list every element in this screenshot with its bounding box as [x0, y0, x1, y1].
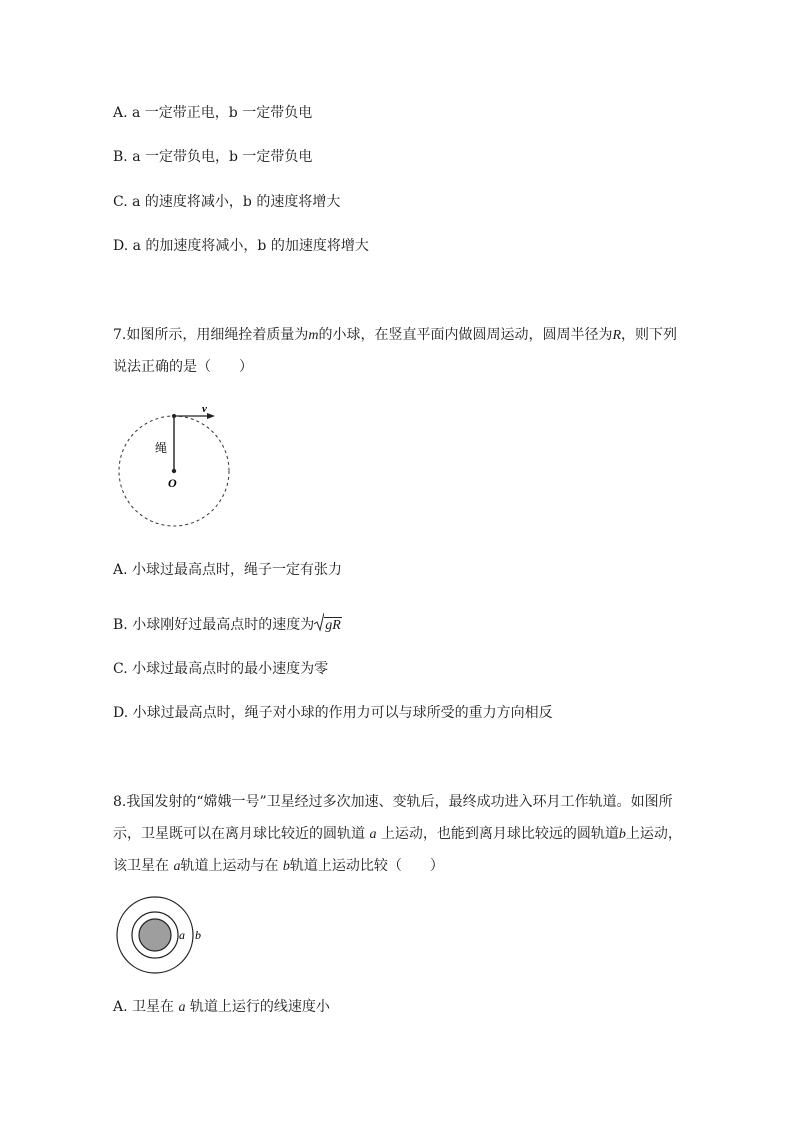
velocity-label: v — [202, 403, 207, 415]
rope-label: 绳 — [155, 441, 168, 455]
q8-stem-line3: 该卫星在 a轨道上运动与在 b轨道上运动比较（ ） — [113, 858, 444, 874]
q7-option-c: C. 小球过最高点时的最小速度为零 — [113, 661, 329, 677]
q8-figure — [112, 893, 212, 977]
q7-option-a: A. 小球过最高点时，绳子一定有张力 — [113, 562, 343, 578]
q8-stem-line1: 8.我国发射的“嫦娥一号”卫星经过多次加速、变轨后，最终成功进入环月工作轨道。如图所 — [113, 794, 673, 810]
q6-option-c: C. a 的速度将减小，b 的速度将增大 — [113, 194, 341, 210]
q6-option-a: A. a 一定带正电，b 一定带负电 — [113, 105, 313, 121]
sqrt-sign — [314, 612, 324, 632]
q7-stem-line2: 说法正确的是（ ） — [113, 359, 253, 375]
center-label: O — [168, 476, 177, 490]
orbit-b-label: b — [195, 928, 201, 942]
q8-option-a: A. 卫星在 a 轨道上运行的线速度小 — [113, 999, 330, 1015]
q7-stem-line1: 7.如图所示，用细绳拴着质量为m的小球，在竖直平面内做圆周运动，圆周半径为R，则下列 — [113, 327, 678, 343]
center-point — [172, 469, 176, 473]
q6-option-b: B. a 一定带负电，b 一定带负电 — [113, 149, 313, 165]
moon — [139, 919, 171, 951]
q6-option-d: D. a 的加速度将减小，b 的加速度将增大 — [113, 238, 369, 254]
q7-figure — [110, 398, 240, 532]
velocity-arrowhead — [207, 413, 215, 419]
orbit-a-label: a — [179, 928, 185, 942]
q7-option-b: B. 小球刚好过最高点时的速度为 gR — [113, 609, 342, 636]
q8-stem-line2: 示，卫星既可以在离月球比较近的圆轨道 a 上运动，也能到离月球比较远的圆轨道b上运动， — [113, 826, 682, 842]
q7-option-d: D. 小球过最高点时，绳子对小球的作用力可以与球所受的重力方向相反 — [113, 705, 553, 721]
